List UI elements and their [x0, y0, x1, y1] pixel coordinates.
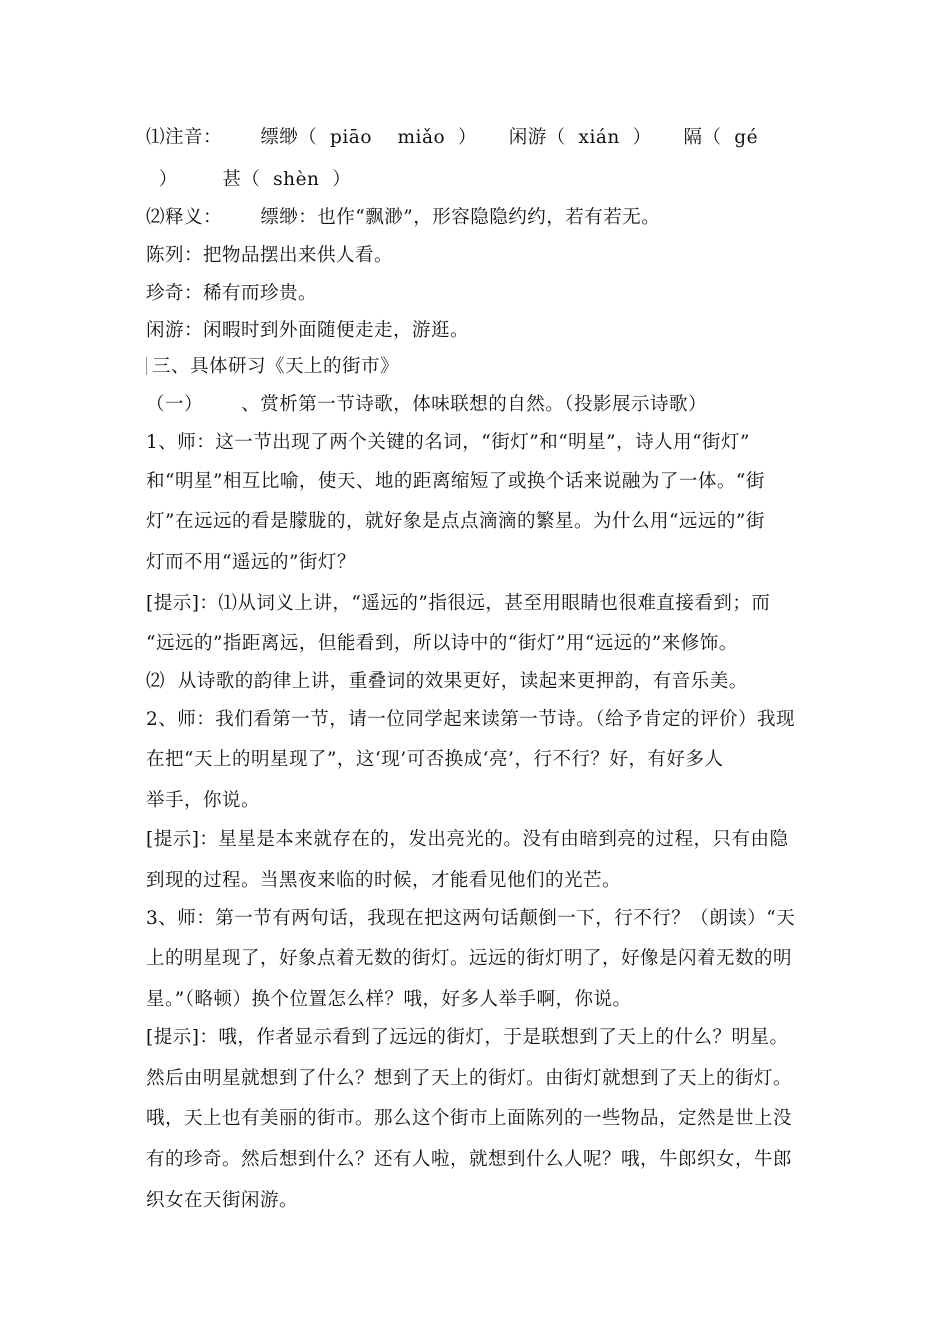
- text-line: 星。”（略顿）换个位置怎么样？哦，好多人举手啊，你说。: [146, 989, 632, 1010]
- text-line: [提示]：星星是本来就存在的，发出亮光的。没有由暗到亮的过程，只有由隐: [146, 829, 789, 850]
- text-line: 1、师：这一节出现了两个关键的名词，“街灯”和“明星”，诗人用“街灯”: [146, 432, 751, 453]
- text-line: 织女在天街闲游。: [146, 1190, 299, 1211]
- text-cursor: [146, 357, 147, 375]
- text-line: ⑵释义： 缥缈：也作“飘渺”，形容隐隐约约，若有若无。: [146, 207, 661, 228]
- text-line: 在把“天上的明星现了”，这‘现’可否换成‘亮’，行不行？好，有好多人: [146, 749, 724, 770]
- text-line: 2、师：我们看第一节，请一位同学起来读第一节诗。（给予肯定的评价）我现: [146, 709, 796, 730]
- text-line: ⑵ 从诗歌的韵律上讲，重叠词的效果更好，读起来更押韵，有音乐美。: [146, 671, 748, 692]
- text-line: 和“明星”相互比喻，使天、地的距离缩短了或换个话来说融为了一体。“街: [146, 471, 765, 492]
- text-line: “远远的”指距离远，但能看到，所以诗中的“街灯”用“远远的”来修饰。: [146, 633, 738, 654]
- text-line: 有的珍奇。然后想到什么？还有人啦，就想到什么人呢？哦，牛郎织女，牛郎: [146, 1149, 793, 1170]
- text-line: 灯而不用“遥远的”街灯？: [146, 552, 356, 573]
- text-line: ） 甚（ shèn ）: [146, 169, 352, 190]
- text-line: ⑴注音： 缥缈（ piāo miǎo ） 闲游（ xián ） 隔（ gé: [146, 127, 759, 148]
- text-line: [提示]：⑴从词义上讲，“遥远的”指很远，甚至用眼睛也很难直接看到；而: [146, 593, 771, 614]
- text-line: 闲游：闲暇时到外面随便走走，游逛。: [146, 320, 470, 341]
- subsection-heading: （一） 、赏析第一节诗歌，体味联想的自然。（投影展示诗歌）: [146, 394, 708, 415]
- text-line: 3、师：第一节有两句话，我现在把这两句话颠倒一下，行不行？（朗读）“天: [146, 908, 796, 929]
- text-line: 到现的过程。当黑夜来临的时候，才能看见他们的光芒。: [146, 870, 622, 891]
- text-line: 哦，天上也有美丽的街市。那么这个街市上面陈列的一些物品，定然是世上没: [146, 1108, 793, 1129]
- text-line: [提示]：哦，作者显示看到了远远的街灯，于是联想到了天上的什么？明星。: [146, 1027, 789, 1048]
- text-line: 然后由明星就想到了什么？想到了天上的街灯。由街灯就想到了天上的街灯。: [146, 1068, 793, 1089]
- text-line: 灯”在远远的看是朦胧的，就好象是点点滴滴的繁星。为什么用“远远的”街: [146, 511, 765, 532]
- text-line: 陈列：把物品摆出来供人看。: [146, 245, 394, 266]
- section-heading: 三、具体研习《天上的街市》: [152, 356, 400, 377]
- text-line: 举手，你说。: [146, 790, 261, 811]
- text-line: 珍奇：稀有而珍贵。: [146, 283, 318, 304]
- text-line: 上的明星现了，好象点着无数的街灯。远远的街灯明了，好像是闪着无数的明: [146, 948, 793, 969]
